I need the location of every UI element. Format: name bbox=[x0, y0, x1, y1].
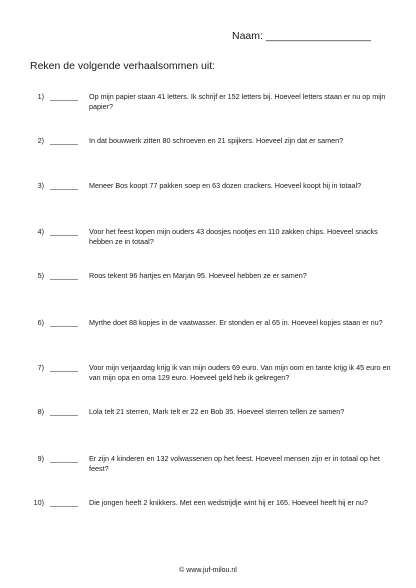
question-item bbox=[0, 227, 416, 257]
question-text: Voor mijn verjaardag krijg ik van mijn ouders 69 euro. Van mijn oom en tante krijg ik 45 euro en van mijn opa en oma 129 euro. Hoeveel geld heb ik gekregen? bbox=[89, 363, 391, 382]
question-text: Er zijn 4 kinderen en 132 volwassenen op het feest. Hoeveel mensen zijn er in totaal op het feest? bbox=[89, 454, 380, 473]
question-text: Lola telt 21 sterren, Mark telt er 22 en Bob 35. Hoeveel sterren tellen ze samen? bbox=[89, 407, 345, 416]
question-text: Meneer Bos koopt 77 pakken soep en 63 dozen crackers. Hoeveel koopt hij in totaal? bbox=[89, 181, 362, 190]
question-number: 10) bbox=[33, 498, 44, 507]
question-text: Roos tekent 96 hartjes en Marjan 95. Hoeveel hebben ze er samen? bbox=[89, 271, 307, 280]
answer-blank: _______ bbox=[50, 271, 78, 280]
question-number: 7) bbox=[37, 363, 44, 372]
question-number: 4) bbox=[37, 227, 44, 236]
answer-blank: _______ bbox=[50, 363, 78, 372]
answer-blank: _______ bbox=[50, 454, 78, 463]
question-item bbox=[0, 407, 416, 437]
worksheet-title: Reken de volgende verhaalsommen uit: bbox=[30, 60, 216, 72]
question-number: 8) bbox=[37, 407, 44, 416]
question-item bbox=[0, 271, 416, 301]
question-item bbox=[0, 136, 416, 166]
copyright-footer: © www.juf-milou.nl bbox=[179, 567, 237, 574]
question-number: 6) bbox=[37, 318, 44, 327]
question-number: 9) bbox=[37, 454, 44, 463]
answer-blank: _______ bbox=[50, 498, 78, 507]
answer-blank: _______ bbox=[50, 318, 78, 327]
question-text: Die jongen heeft 2 knikkers. Met een wedstrijdje wint hij er 165. Hoeveel heeft hij er nu? bbox=[89, 498, 368, 507]
question-item bbox=[0, 92, 416, 122]
question-number: 2) bbox=[37, 136, 44, 145]
answer-blank: _______ bbox=[50, 227, 78, 236]
question-item bbox=[0, 318, 416, 348]
answer-blank: _______ bbox=[50, 136, 78, 145]
question-text: Voor het feest kopen mijn ouders 43 doosjes nootjes en 110 zakken chips. Hoeveel snacks hebben ze in totaal? bbox=[89, 227, 378, 246]
answer-blank: _______ bbox=[50, 407, 78, 416]
question-item bbox=[0, 181, 416, 211]
question-text: Myrthe doet 88 kopjes in de vaatwasser. Er stonden er al 65 in. Hoeveel kopjes staan er nu? bbox=[89, 318, 383, 327]
name-field-label: Naam: __________________ bbox=[232, 30, 371, 42]
question-text: In dat bouwwerk zitten 80 schroeven en 21 spijkers. Hoeveel zijn dat er samen? bbox=[89, 136, 344, 145]
question-number: 5) bbox=[37, 271, 44, 280]
question-item bbox=[0, 454, 416, 484]
question-text: Op mijn papier staan 41 letters. Ik schrijf er 152 letters bij. Hoeveel letters staan er nu op mijn papier? bbox=[89, 92, 386, 111]
question-item bbox=[0, 363, 416, 393]
question-number: 3) bbox=[37, 181, 44, 190]
question-item bbox=[0, 498, 416, 528]
question-number: 1) bbox=[37, 92, 44, 101]
answer-blank: _______ bbox=[50, 92, 78, 101]
answer-blank: _______ bbox=[50, 181, 78, 190]
